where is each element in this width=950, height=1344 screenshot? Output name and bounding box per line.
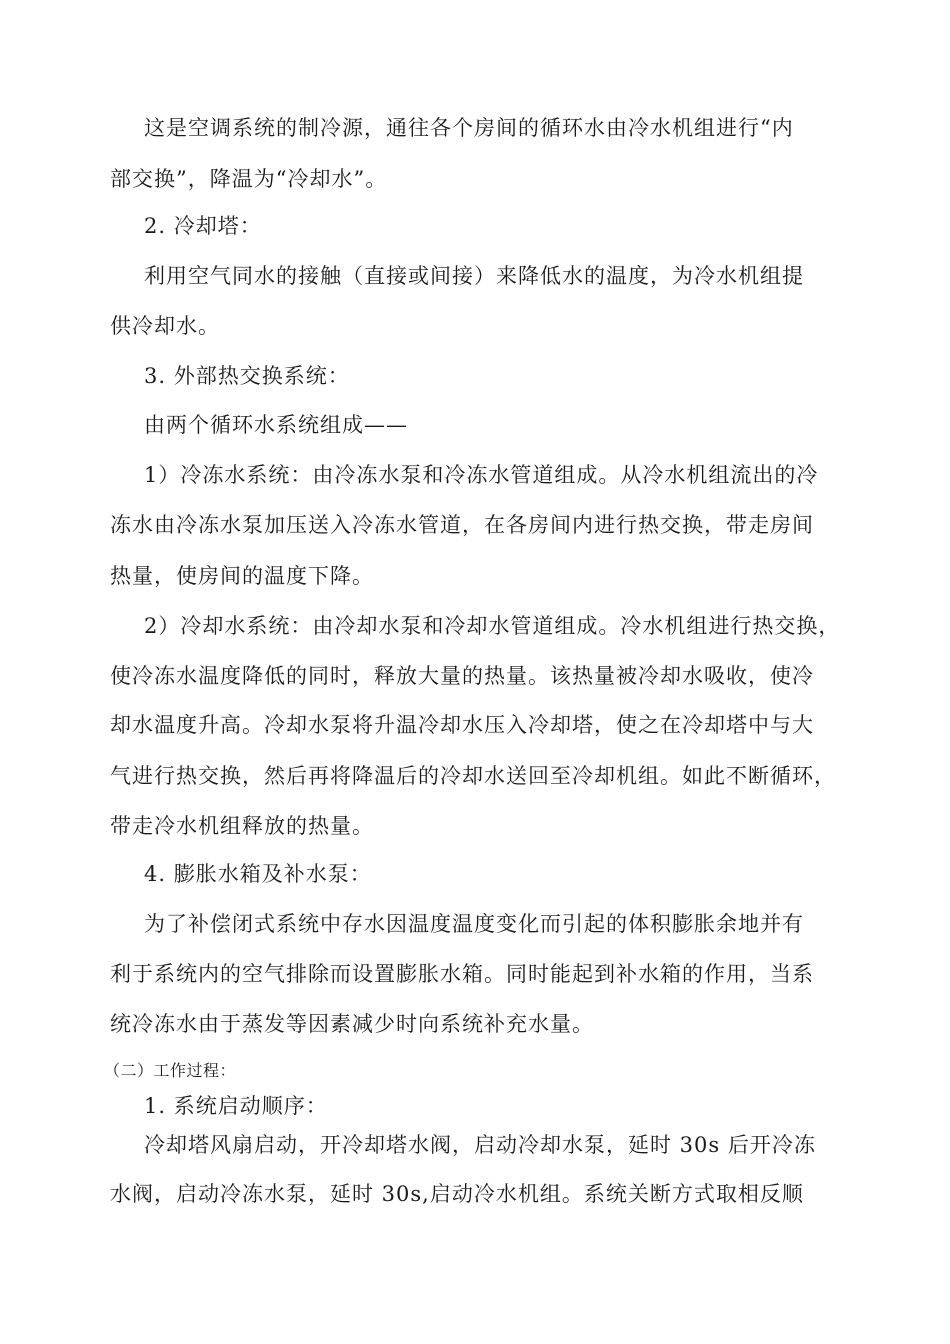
paragraph-line: 由两个循环水系统组成—— xyxy=(144,413,408,437)
paragraph-line: 统冷冻水由于蒸发等因素减少时向系统补充水量。 xyxy=(110,1012,594,1036)
section-heading: 4. 膨胀水箱及补水泵： xyxy=(144,862,372,886)
paragraph-line: 气进行热交换，然后再将降温后的冷却水送回至冷却机组。如此不断循环， xyxy=(110,764,836,788)
paragraph-line: 带走冷水机组释放的热量。 xyxy=(110,814,374,838)
paragraph-line: 使冷冻水温度降低的同时，释放大量的热量。该热量被冷却水吸收，使冷 xyxy=(110,664,814,688)
paragraph-line: 供冷却水。 xyxy=(110,314,220,338)
paragraph-line: 冻水由冷冻水泵加压送入冷冻水管道，在各房间内进行热交换，带走房间 xyxy=(110,513,814,537)
paragraph-line: 为了补偿闭式系统中存水因温度温度变化而引起的体积膨胀余地并有 xyxy=(144,912,804,936)
paragraph-line: 2）冷却水系统：由冷却水泵和冷却水管道组成。冷水机组进行热交换， xyxy=(144,614,841,638)
section-heading: 3. 外部热交换系统： xyxy=(144,364,350,388)
paragraph-line: 冷却塔风扇启动，开冷却塔水阀，启动冷却水泵，延时 30s 后开冷冻 xyxy=(144,1133,816,1157)
paragraph-line: 部交换”，降温为“冷却水”。 xyxy=(110,167,388,191)
paragraph-line: 热量，使房间的温度下降。 xyxy=(110,564,374,588)
paragraph-line: 水阀，启动冷冻水泵，延时 30s,启动冷水机组。系统关断方式取相反顺 xyxy=(110,1182,804,1206)
section-heading: 2. 冷却塔： xyxy=(144,214,262,238)
subsection-heading: （二）工作过程： xyxy=(104,1061,237,1080)
paragraph-line: 这是空调系统的制冷源，通往各个房间的循环水由冷水机组进行“内 xyxy=(144,116,794,140)
paragraph-line: 利于系统内的空气排除而设置膨胀水箱。同时能起到补水箱的作用，当系 xyxy=(110,962,814,986)
paragraph-line: 却水温度升高。冷却水泵将升温冷却水压入冷却塔，使之在冷却塔中与大 xyxy=(110,713,814,737)
paragraph-line: 1）冷冻水系统：由冷冻水泵和冷冻水管道组成。从冷水机组流出的冷 xyxy=(144,463,819,487)
paragraph-line: 利用空气同水的接触（直接或间接）来降低水的温度，为冷水机组提 xyxy=(144,264,804,288)
section-heading: 1. 系统启动顺序： xyxy=(144,1094,328,1118)
